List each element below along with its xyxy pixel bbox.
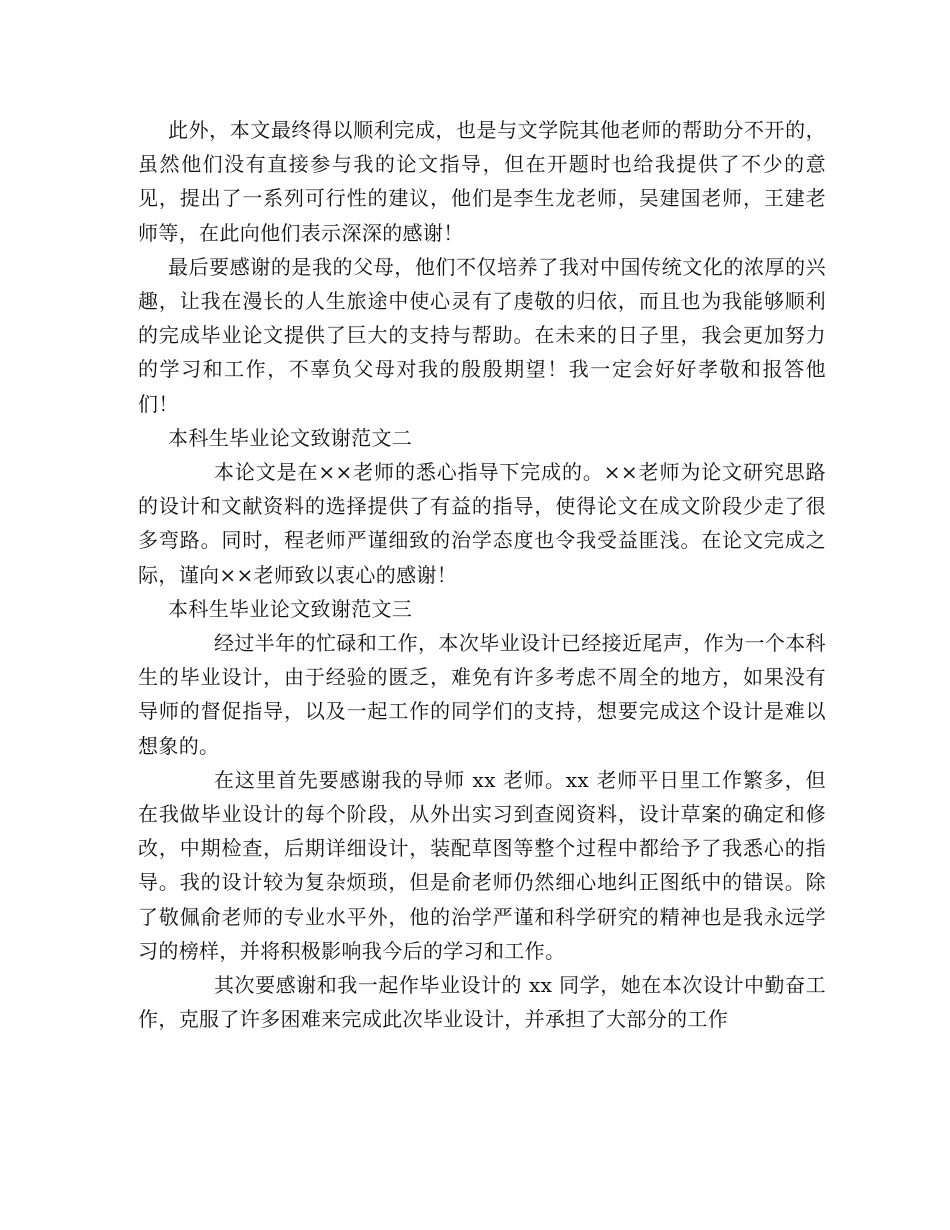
- section-heading-example-three: 本科生毕业论文致谢范文三: [168, 596, 413, 621]
- paragraph-thanks-advisor: 在这里首先要感谢我的导师 xx 老师。xx 老师平日里工作繁多，但在我做毕业设计的每个阶段，从外出实习到查阅资料，设计草案的确定和修改，中期检查，后期详细设计，装配草图等整个过程中都给予了我悉心的指导。我的设计较为复杂烦琐，但是俞老师仍然细心地纠正图纸中的错误。除了敬佩俞老师的专业水平外，他的治学严谨和科学研究的精神也是我永远学习的榜样，并将积极影响我今后的学习和工作。: [138, 767, 826, 963]
- paragraph-thanks-other-teachers: 此外，本文最终得以顺利完成，也是与文学院其他老师的帮助分不开的，虽然他们没有直接参与我的论文指导，但在开题时也给我提供了不少的意见，提出了一系列可行性的建议，他们是李生龙老师，吴建国老师，王建老师等，在此向他们表示深深的感谢！: [138, 118, 826, 245]
- section-heading-example-two: 本科生毕业论文致谢范文二: [168, 425, 413, 450]
- paragraph-thanks-classmate: 其次要感谢和我一起作毕业设计的 xx 同学，她在本次设计中勤奋工作，克服了许多困难来完成此次毕业设计，并承担了大部分的工作: [138, 973, 826, 1032]
- document-page: [138, 113, 826, 1036]
- paragraph-thanks-parents: 最后要感谢的是我的父母，他们不仅培养了我对中国传统文化的浓厚的兴趣，让我在漫长的人生旅途中使心灵有了虔敬的归依，而且也为我能够顺利的完成毕业论文提供了巨大的支持与帮助。在未来的日子里，我会更加努力的学习和工作，不辜负父母对我的殷殷期望！我一定会好好孝敬和报答他们！: [138, 254, 826, 416]
- paragraph-example-two: 本论文是在××老师的悉心指导下完成的。××老师为论文研究思路的设计和文献资料的选择提供了有益的指导，使得论文在成文阶段少走了很多弯路。同时，程老师严谨细致的治学态度也令我受益匪浅。在论文完成之际，谨向××老师致以衷心的感谢！: [138, 460, 826, 587]
- paragraph-example-three-intro: 经过半年的忙碌和工作，本次毕业设计已经接近尾声，作为一个本科生的毕业设计，由于经验的匮乏，难免有许多考虑不周全的地方，如果没有导师的督促指导，以及一起工作的同学们的支持，想要完成这个设计是难以想象的。: [138, 631, 826, 758]
